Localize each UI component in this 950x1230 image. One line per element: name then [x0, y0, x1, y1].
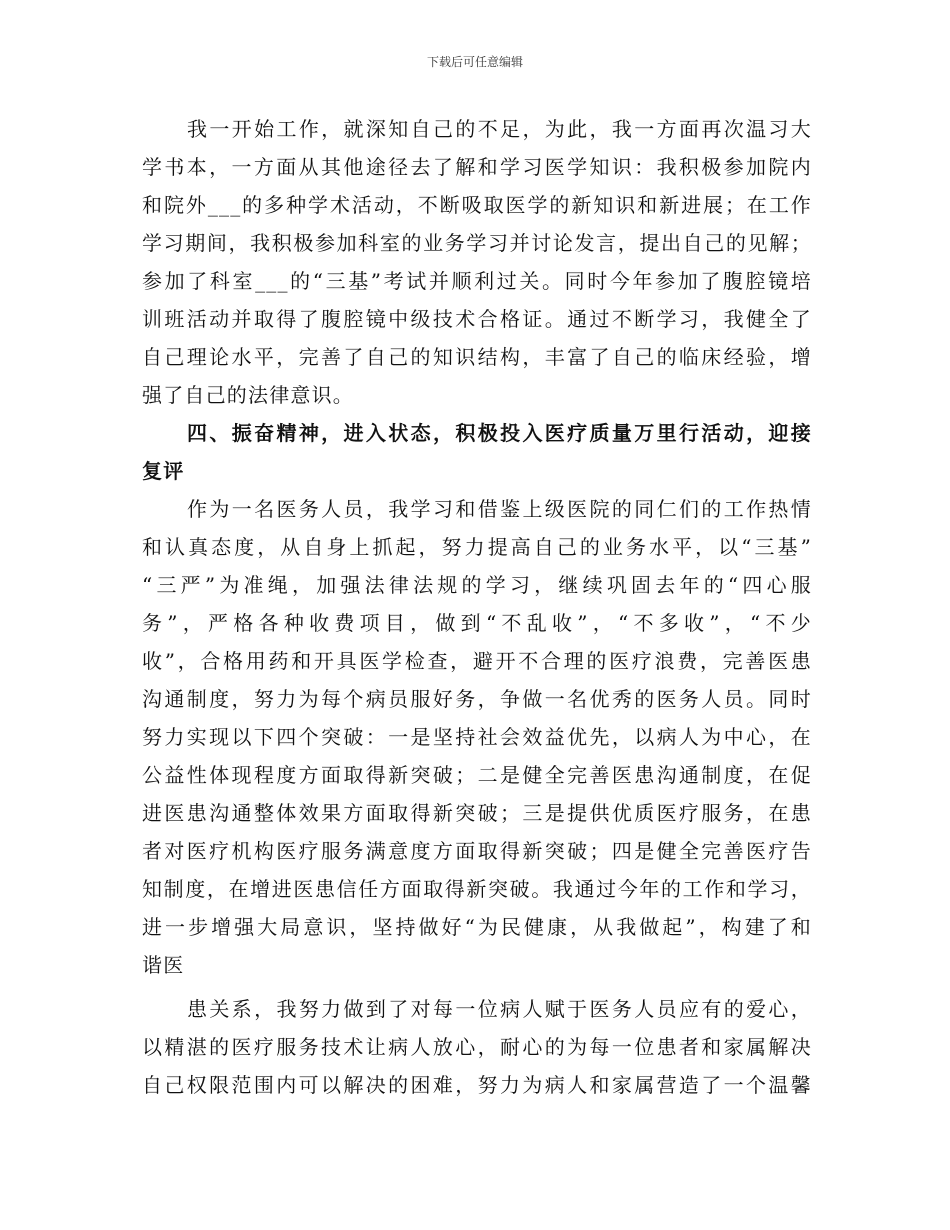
text-line: 学书本，一方面从其他途径去了解和学习医学知识：我积极参加院内	[142, 155, 812, 179]
text-line: 强了自己的法律意识。	[142, 383, 354, 407]
text-line: 公益性体现程度方面取得新突破；二是健全完善医患沟通制度，在促	[142, 763, 812, 787]
text-line: “三严”为准绳，加强法律法规的学习，继续巩固去年的“四心服	[142, 573, 812, 597]
text-line: 沟通制度，努力为每个病员服好务，争做一名优秀的医务人员。同时	[142, 687, 812, 711]
text-line: 务”，严格各种收费项目，做到“不乱收”，“不多收”，“不少	[142, 611, 812, 635]
text-line: 和认真态度，从自身上抓起，努力提高自己的业务水平，以“三基”	[142, 535, 812, 559]
text-line: 努力实现以下四个突破：一是坚持社会效益优先，以病人为中心，在	[142, 725, 812, 749]
text-line: 患关系，我努力做到了对每一位病人赋于医务人员应有的爱心，	[187, 997, 812, 1021]
text-line: 自己权限范围内可以解决的困难，努力为病人和家属营造了一个温馨	[142, 1073, 812, 1097]
text-line: 和院外___的多种学术活动，不断吸取医学的新知识和新进展；在工作	[142, 193, 812, 217]
text-line: 作为一名医务人员，我学习和借鉴上级医院的同仁们的工作热情	[187, 497, 812, 521]
text-line: 进医患沟通整体效果方面取得新突破；三是提供优质医疗服务，在患	[142, 801, 812, 825]
text-line: 自己理论水平，完善了自己的知识结构，丰富了自己的临床经验，增	[142, 345, 812, 369]
text-line: 者对医疗机构医疗服务满意度方面取得新突破；四是健全完善医疗告	[142, 839, 812, 863]
text-line: 学习期间，我积极参加科室的业务学习并讨论发言，提出自己的见解；	[142, 231, 812, 255]
text-line: 参加了科室___的“三基”考试并顺利过关。同时今年参加了腹腔镜培	[142, 269, 812, 293]
text-line: 我一开始工作，就深知自己的不足，为此，我一方面再次温习大	[187, 117, 812, 141]
text-line: 以精湛的医疗服务技术让病人放心，耐心的为每一位患者和家属解决	[142, 1035, 812, 1059]
text-line: 收”，合格用药和开具医学检查，避开不合理的医疗浪费，完善医患	[142, 649, 812, 673]
text-line: 知制度，在增进医患信任方面取得新突破。我通过今年的工作和学习，	[142, 877, 812, 901]
text-line: 进一步增强大局意识，坚持做好“为民健康，从我做起”，构建了和	[142, 915, 812, 939]
text-line: 谐医	[142, 953, 185, 977]
text-line: 训班活动并取得了腹腔镜中级技术合格证。通过不断学习，我健全了	[142, 307, 812, 331]
section-heading: 复评	[142, 459, 185, 483]
page-header: 下载后可任意编辑	[426, 55, 523, 69]
section-heading: 四、振奋精神，进入状态，积极投入医疗质量万里行活动，迎接	[187, 421, 812, 445]
